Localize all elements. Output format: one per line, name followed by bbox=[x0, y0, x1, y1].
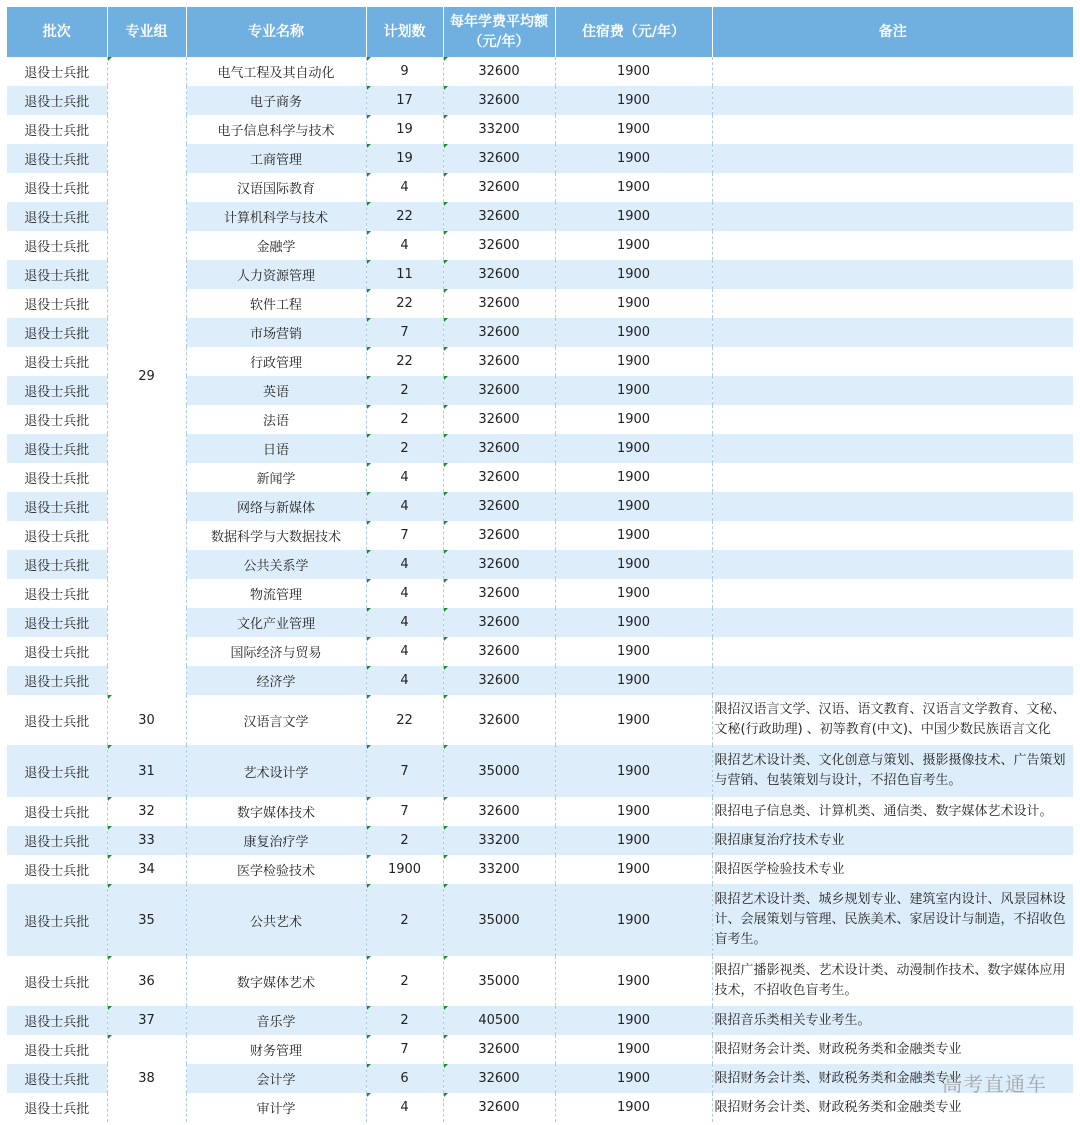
cell-major: 公共艺术 bbox=[186, 884, 366, 956]
cell-plan: 2 bbox=[366, 376, 443, 405]
cell-tuition: 33200 bbox=[443, 826, 555, 855]
table-row bbox=[7, 1006, 1073, 1035]
cell-tuition: 32600 bbox=[443, 434, 555, 463]
cell-lodging: 1900 bbox=[555, 550, 712, 579]
cell-batch: 退役士兵批 bbox=[7, 260, 107, 289]
cell-major: 会计学 bbox=[186, 1064, 366, 1093]
cell-major: 软件工程 bbox=[186, 289, 366, 318]
cell-note: 限招汉语言文学、汉语、语文教育、汉语言文学教育、文秘、文秘(行政助理) 、初等教育(中文)、中国少数民族语言文化 bbox=[712, 695, 1073, 745]
cell-plan: 2 bbox=[366, 1006, 443, 1035]
header-lodging: 住宿费（元/年） bbox=[555, 7, 712, 57]
cell-major: 音乐学 bbox=[186, 1006, 366, 1035]
header-tuition-line2: （元/年） bbox=[468, 34, 530, 50]
cell-lodging: 1900 bbox=[555, 318, 712, 347]
cell-note bbox=[712, 173, 1073, 202]
cell-group: 36 bbox=[107, 956, 186, 1006]
cell-batch: 退役士兵批 bbox=[7, 289, 107, 318]
cell-lodging: 1900 bbox=[555, 57, 712, 86]
cell-note: 限招艺术设计类、城乡规划专业、建筑室内设计、风景园林设计、会展策划与管理、民族美术、家居设计与制造，不招收色盲考生。 bbox=[712, 884, 1073, 956]
cell-major: 网络与新媒体 bbox=[186, 492, 366, 521]
table-row bbox=[7, 884, 1073, 956]
cell-batch: 退役士兵批 bbox=[7, 956, 107, 1006]
cell-group: 29 bbox=[107, 57, 186, 695]
cell-tuition: 32600 bbox=[443, 797, 555, 826]
cell-lodging: 1900 bbox=[555, 608, 712, 637]
cell-plan: 7 bbox=[366, 745, 443, 797]
cell-batch: 退役士兵批 bbox=[7, 1093, 107, 1122]
cell-plan: 4 bbox=[366, 463, 443, 492]
table-row bbox=[7, 745, 1073, 797]
cell-major: 汉语言文学 bbox=[186, 695, 366, 745]
cell-batch: 退役士兵批 bbox=[7, 173, 107, 202]
cell-note: 限招康复治疗技术专业 bbox=[712, 826, 1073, 855]
cell-batch: 退役士兵批 bbox=[7, 797, 107, 826]
cell-major: 艺术设计学 bbox=[186, 745, 366, 797]
cell-batch: 退役士兵批 bbox=[7, 745, 107, 797]
cell-tuition: 32600 bbox=[443, 260, 555, 289]
cell-lodging: 1900 bbox=[555, 666, 712, 695]
cell-major: 电子信息科学与技术 bbox=[186, 115, 366, 144]
cell-major: 工商管理 bbox=[186, 144, 366, 173]
cell-batch: 退役士兵批 bbox=[7, 347, 107, 376]
cell-tuition: 32600 bbox=[443, 57, 555, 86]
cell-note bbox=[712, 289, 1073, 318]
cell-tuition: 32600 bbox=[443, 666, 555, 695]
cell-tuition: 35000 bbox=[443, 884, 555, 956]
table-row bbox=[7, 826, 1073, 855]
cell-major: 国际经济与贸易 bbox=[186, 637, 366, 666]
cell-plan: 4 bbox=[366, 231, 443, 260]
cell-major: 汉语国际教育 bbox=[186, 173, 366, 202]
cell-lodging: 1900 bbox=[555, 434, 712, 463]
cell-note bbox=[712, 608, 1073, 637]
cell-batch: 退役士兵批 bbox=[7, 376, 107, 405]
cell-tuition: 32600 bbox=[443, 405, 555, 434]
cell-plan: 6 bbox=[366, 1064, 443, 1093]
cell-batch: 退役士兵批 bbox=[7, 202, 107, 231]
cell-batch: 退役士兵批 bbox=[7, 826, 107, 855]
cell-major: 电子商务 bbox=[186, 86, 366, 115]
cell-lodging: 1900 bbox=[555, 521, 712, 550]
cell-plan: 4 bbox=[366, 666, 443, 695]
cell-note bbox=[712, 492, 1073, 521]
cell-batch: 退役士兵批 bbox=[7, 1035, 107, 1064]
cell-lodging: 1900 bbox=[555, 463, 712, 492]
cell-lodging: 1900 bbox=[555, 1093, 712, 1122]
cell-tuition: 32600 bbox=[443, 144, 555, 173]
cell-batch: 退役士兵批 bbox=[7, 637, 107, 666]
cell-lodging: 1900 bbox=[555, 745, 712, 797]
cell-batch: 退役士兵批 bbox=[7, 1064, 107, 1093]
cell-lodging: 1900 bbox=[555, 347, 712, 376]
cell-plan: 2 bbox=[366, 826, 443, 855]
header-row bbox=[7, 7, 1073, 57]
cell-major: 数据科学与大数据技术 bbox=[186, 521, 366, 550]
cell-batch: 退役士兵批 bbox=[7, 1006, 107, 1035]
cell-lodging: 1900 bbox=[555, 1064, 712, 1093]
cell-batch: 退役士兵批 bbox=[7, 855, 107, 884]
header-note: 备注 bbox=[712, 7, 1073, 57]
cell-major: 数字媒体技术 bbox=[186, 797, 366, 826]
cell-plan: 9 bbox=[366, 57, 443, 86]
cell-group: 32 bbox=[107, 797, 186, 826]
header-tuition-line1: 每年学费平均额 bbox=[450, 14, 548, 30]
cell-major: 法语 bbox=[186, 405, 366, 434]
cell-group: 33 bbox=[107, 826, 186, 855]
table-row bbox=[7, 956, 1073, 1006]
cell-lodging: 1900 bbox=[555, 289, 712, 318]
cell-major: 金融学 bbox=[186, 231, 366, 260]
cell-group: 38 bbox=[107, 1035, 186, 1122]
cell-tuition: 32600 bbox=[443, 347, 555, 376]
cell-batch: 退役士兵批 bbox=[7, 884, 107, 956]
cell-tuition: 32600 bbox=[443, 579, 555, 608]
cell-note bbox=[712, 57, 1073, 86]
cell-lodging: 1900 bbox=[555, 637, 712, 666]
cell-tuition: 32600 bbox=[443, 608, 555, 637]
cell-major: 数字媒体艺术 bbox=[186, 956, 366, 1006]
cell-tuition: 32600 bbox=[443, 86, 555, 115]
cell-note bbox=[712, 144, 1073, 173]
cell-note bbox=[712, 115, 1073, 144]
cell-note bbox=[712, 579, 1073, 608]
cell-tuition: 32600 bbox=[443, 289, 555, 318]
cell-batch: 退役士兵批 bbox=[7, 463, 107, 492]
cell-batch: 退役士兵批 bbox=[7, 695, 107, 745]
cell-note bbox=[712, 666, 1073, 695]
cell-note bbox=[712, 86, 1073, 115]
cell-plan: 4 bbox=[366, 1093, 443, 1122]
cell-plan: 19 bbox=[366, 144, 443, 173]
cell-lodging: 1900 bbox=[555, 376, 712, 405]
cell-plan: 1900 bbox=[366, 855, 443, 884]
cell-note bbox=[712, 405, 1073, 434]
cell-note bbox=[712, 347, 1073, 376]
header-tuition bbox=[443, 7, 555, 57]
cell-plan: 22 bbox=[366, 289, 443, 318]
cell-batch: 退役士兵批 bbox=[7, 434, 107, 463]
cell-tuition: 32600 bbox=[443, 173, 555, 202]
cell-lodging: 1900 bbox=[555, 115, 712, 144]
cell-lodging: 1900 bbox=[555, 956, 712, 1006]
cell-tuition: 32600 bbox=[443, 550, 555, 579]
cell-lodging: 1900 bbox=[555, 826, 712, 855]
cell-group: 30 bbox=[107, 695, 186, 745]
cell-tuition: 32600 bbox=[443, 521, 555, 550]
cell-tuition: 33200 bbox=[443, 855, 555, 884]
cell-tuition: 32600 bbox=[443, 637, 555, 666]
cell-tuition: 32600 bbox=[443, 376, 555, 405]
cell-tuition: 32600 bbox=[443, 695, 555, 745]
cell-tuition: 32600 bbox=[443, 1035, 555, 1064]
cell-batch: 退役士兵批 bbox=[7, 579, 107, 608]
cell-batch: 退役士兵批 bbox=[7, 492, 107, 521]
cell-tuition: 32600 bbox=[443, 492, 555, 521]
cell-batch: 退役士兵批 bbox=[7, 231, 107, 260]
cell-tuition: 40500 bbox=[443, 1006, 555, 1035]
cell-major: 电气工程及其自动化 bbox=[186, 57, 366, 86]
table-row bbox=[7, 855, 1073, 884]
cell-major: 人力资源管理 bbox=[186, 260, 366, 289]
cell-tuition: 32600 bbox=[443, 202, 555, 231]
cell-plan: 22 bbox=[366, 695, 443, 745]
cell-plan: 22 bbox=[366, 202, 443, 231]
cell-note: 限招医学检验技术专业 bbox=[712, 855, 1073, 884]
cell-note bbox=[712, 463, 1073, 492]
cell-plan: 2 bbox=[366, 956, 443, 1006]
cell-group: 37 bbox=[107, 1006, 186, 1035]
cell-plan: 22 bbox=[366, 347, 443, 376]
header-major: 专业名称 bbox=[186, 7, 366, 57]
cell-group: 34 bbox=[107, 855, 186, 884]
cell-batch: 退役士兵批 bbox=[7, 86, 107, 115]
cell-lodging: 1900 bbox=[555, 173, 712, 202]
cell-tuition: 33200 bbox=[443, 115, 555, 144]
watermark: 高考直通车 bbox=[942, 1072, 1047, 1096]
cell-note: 限招财务会计类、财政税务类和金融类专业 bbox=[712, 1064, 1073, 1093]
cell-major: 经济学 bbox=[186, 666, 366, 695]
cell-note bbox=[712, 202, 1073, 231]
cell-major: 康复治疗学 bbox=[186, 826, 366, 855]
cell-plan: 2 bbox=[366, 884, 443, 956]
cell-lodging: 1900 bbox=[555, 1035, 712, 1064]
table-row bbox=[7, 797, 1073, 826]
cell-tuition: 32600 bbox=[443, 1093, 555, 1122]
cell-plan: 7 bbox=[366, 1035, 443, 1064]
cell-note bbox=[712, 521, 1073, 550]
cell-note: 限招财务会计类、财政税务类和金融类专业 bbox=[712, 1035, 1073, 1064]
cell-tuition: 32600 bbox=[443, 463, 555, 492]
cell-plan: 4 bbox=[366, 637, 443, 666]
cell-group: 35 bbox=[107, 884, 186, 956]
cell-note: 限招广播影视类、艺术设计类、动漫制作技术、数字媒体应用技术，不招收色盲考生。 bbox=[712, 956, 1073, 1006]
cell-tuition: 32600 bbox=[443, 318, 555, 347]
cell-major: 物流管理 bbox=[186, 579, 366, 608]
cell-note: 限招音乐类相关专业考生。 bbox=[712, 1006, 1073, 1035]
cell-tuition: 32600 bbox=[443, 1064, 555, 1093]
cell-batch: 退役士兵批 bbox=[7, 115, 107, 144]
cell-batch: 退役士兵批 bbox=[7, 608, 107, 637]
table-row bbox=[7, 1035, 1073, 1064]
cell-major: 医学检验技术 bbox=[186, 855, 366, 884]
cell-note: 限招电子信息类、计算机类、通信类、数字媒体艺术设计。 bbox=[712, 797, 1073, 826]
cell-major: 英语 bbox=[186, 376, 366, 405]
cell-note bbox=[712, 434, 1073, 463]
cell-lodging: 1900 bbox=[555, 797, 712, 826]
cell-plan: 7 bbox=[366, 318, 443, 347]
cell-plan: 4 bbox=[366, 173, 443, 202]
cell-note: 限招财务会计类、财政税务类和金融类专业 bbox=[712, 1093, 1073, 1122]
cell-tuition: 35000 bbox=[443, 745, 555, 797]
cell-lodging: 1900 bbox=[555, 144, 712, 173]
cell-lodging: 1900 bbox=[555, 1006, 712, 1035]
cell-lodging: 1900 bbox=[555, 579, 712, 608]
cell-batch: 退役士兵批 bbox=[7, 318, 107, 347]
cell-lodging: 1900 bbox=[555, 231, 712, 260]
cell-plan: 7 bbox=[366, 521, 443, 550]
cell-lodging: 1900 bbox=[555, 260, 712, 289]
cell-plan: 17 bbox=[366, 86, 443, 115]
cell-major: 公共关系学 bbox=[186, 550, 366, 579]
cell-batch: 退役士兵批 bbox=[7, 666, 107, 695]
cell-major: 审计学 bbox=[186, 1093, 366, 1122]
cell-group: 31 bbox=[107, 745, 186, 797]
cell-lodging: 1900 bbox=[555, 405, 712, 434]
cell-lodging: 1900 bbox=[555, 202, 712, 231]
cell-major: 新闻学 bbox=[186, 463, 366, 492]
cell-note bbox=[712, 260, 1073, 289]
header-batch: 批次 bbox=[7, 7, 107, 57]
cell-plan: 4 bbox=[366, 492, 443, 521]
cell-plan: 19 bbox=[366, 115, 443, 144]
cell-plan: 7 bbox=[366, 797, 443, 826]
cell-batch: 退役士兵批 bbox=[7, 144, 107, 173]
cell-lodging: 1900 bbox=[555, 86, 712, 115]
cell-note bbox=[712, 550, 1073, 579]
cell-tuition: 32600 bbox=[443, 231, 555, 260]
cell-batch: 退役士兵批 bbox=[7, 405, 107, 434]
header-plan: 计划数 bbox=[366, 7, 443, 57]
cell-batch: 退役士兵批 bbox=[7, 550, 107, 579]
cell-major: 行政管理 bbox=[186, 347, 366, 376]
cell-lodging: 1900 bbox=[555, 492, 712, 521]
cell-lodging: 1900 bbox=[555, 855, 712, 884]
cell-note bbox=[712, 637, 1073, 666]
cell-major: 市场营销 bbox=[186, 318, 366, 347]
cell-lodging: 1900 bbox=[555, 695, 712, 745]
cell-note bbox=[712, 376, 1073, 405]
cell-note bbox=[712, 231, 1073, 260]
cell-note: 限招艺术设计类、文化创意与策划、摄影摄像技术、广告策划与营销、包装策划与设计，不招色盲考生。 bbox=[712, 745, 1073, 797]
cell-plan: 11 bbox=[366, 260, 443, 289]
header-group: 专业组 bbox=[107, 7, 186, 57]
table-row bbox=[7, 695, 1073, 745]
cell-major: 财务管理 bbox=[186, 1035, 366, 1064]
cell-batch: 退役士兵批 bbox=[7, 57, 107, 86]
cell-plan: 4 bbox=[366, 579, 443, 608]
cell-plan: 4 bbox=[366, 550, 443, 579]
cell-plan: 2 bbox=[366, 405, 443, 434]
cell-plan: 4 bbox=[366, 608, 443, 637]
cell-tuition: 35000 bbox=[443, 956, 555, 1006]
table-row bbox=[7, 57, 1073, 86]
cell-plan: 2 bbox=[366, 434, 443, 463]
cell-lodging: 1900 bbox=[555, 884, 712, 956]
cell-major: 日语 bbox=[186, 434, 366, 463]
admission-plan-table bbox=[7, 7, 1073, 1122]
cell-major: 计算机科学与技术 bbox=[186, 202, 366, 231]
cell-batch: 退役士兵批 bbox=[7, 521, 107, 550]
cell-major: 文化产业管理 bbox=[186, 608, 366, 637]
cell-note bbox=[712, 318, 1073, 347]
